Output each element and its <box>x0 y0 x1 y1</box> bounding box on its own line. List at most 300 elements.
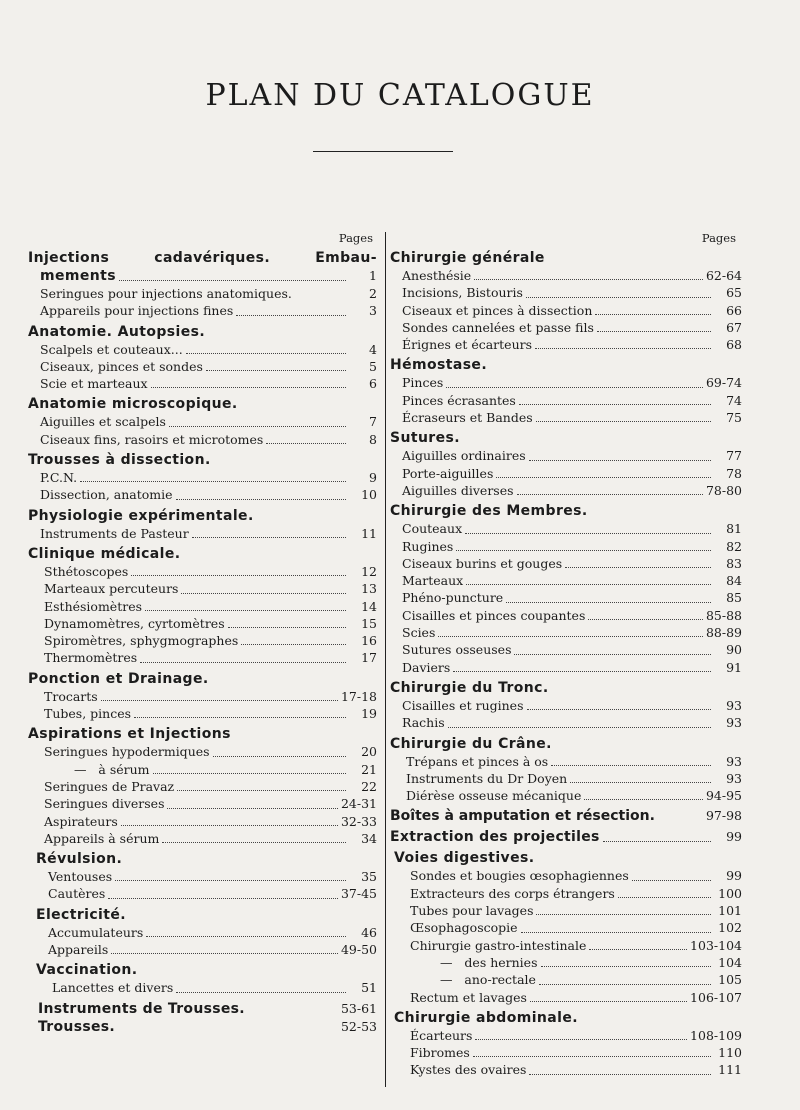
entry-page: 93 <box>726 753 742 769</box>
toc-entry[interactable] <box>28 778 377 795</box>
entry-page: 94-95 <box>705 788 742 804</box>
dot-leader <box>536 914 711 915</box>
dot-leader <box>595 314 711 315</box>
dot-leader <box>527 709 712 710</box>
entry-page: 53-61 <box>340 1000 377 1016</box>
toc-entry[interactable] <box>28 598 377 615</box>
dot-leader <box>213 756 346 757</box>
left-column <box>28 228 377 1036</box>
section-title: Physiologie expérimentale. <box>28 507 254 524</box>
entry-page: 111 <box>718 1062 742 1078</box>
dot-leader <box>145 610 346 611</box>
entry-label: P.C.N. <box>40 470 78 486</box>
entry-label: Esthésiomètres <box>44 598 143 614</box>
entry-label: Trocarts <box>44 688 98 704</box>
toc-entry[interactable] <box>28 743 377 760</box>
toc-entry[interactable] <box>390 697 742 714</box>
dot-leader <box>228 627 346 628</box>
toc-entry[interactable] <box>390 572 742 589</box>
toc-entry[interactable] <box>390 409 742 426</box>
entry-label: Spiromètres, sphygmographes <box>44 633 239 649</box>
entry-page: 32-33 <box>340 813 377 829</box>
toc-entry[interactable] <box>390 954 742 971</box>
entry-label: Thermomètres <box>44 650 138 666</box>
entry-label: Œsophagoscopie <box>410 920 518 936</box>
toc-entry[interactable] <box>390 319 742 336</box>
entry-page: 82 <box>726 538 742 554</box>
toc-entry[interactable] <box>28 885 377 902</box>
dot-leader <box>186 353 346 354</box>
entry-label: Instruments du Dr Doyen <box>406 770 568 786</box>
entry-page: 6 <box>369 376 377 392</box>
toc-entry[interactable] <box>28 358 377 375</box>
entry-label: Kystes des ovaires <box>410 1062 527 1078</box>
section-title: Chirurgie des Membres. <box>390 503 588 520</box>
toc-entry[interactable] <box>390 447 742 464</box>
section-title-word: cadavériques. <box>154 250 271 266</box>
dot-leader <box>496 477 711 478</box>
entry-label: Appareils <box>48 942 109 958</box>
entry-label: Extracteurs des corps étrangers <box>410 885 615 901</box>
entry-label: — des hernies <box>440 954 538 970</box>
entry-page: 88-89 <box>705 625 742 641</box>
dot-leader <box>140 662 346 663</box>
dot-leader <box>236 315 346 316</box>
toc-entry[interactable] <box>390 1044 742 1061</box>
dot-leader <box>465 533 711 534</box>
entry-page: 90 <box>726 642 742 658</box>
dot-leader <box>466 584 711 585</box>
toc-entry[interactable] <box>390 714 742 731</box>
dot-leader <box>603 841 711 842</box>
dot-leader <box>108 898 338 899</box>
dot-leader <box>177 790 346 791</box>
toc-entry[interactable] <box>28 868 377 885</box>
entry-page: 9 <box>369 470 377 486</box>
entry-page: 84 <box>726 573 742 589</box>
entry-page: 93 <box>726 697 742 713</box>
toc-entry[interactable] <box>28 761 377 778</box>
entry-label: Ciseaux fins, rasoirs et microtomes <box>40 431 264 447</box>
dot-leader <box>521 932 711 933</box>
dot-leader <box>456 550 711 551</box>
dot-leader <box>514 654 711 655</box>
toc-entry[interactable] <box>390 753 742 770</box>
dot-leader <box>526 297 711 298</box>
entry-label: Scalpels et couteaux... <box>40 341 183 357</box>
toc-entry[interactable] <box>390 555 742 572</box>
entry-page: 14 <box>361 598 377 614</box>
entry-page: 46 <box>361 924 377 940</box>
entry-label: Porte-aiguilles <box>402 465 494 481</box>
entry-page: 35 <box>361 869 377 885</box>
entry-label: Trousses. <box>38 1018 116 1035</box>
entry-label: Ventouses <box>48 869 113 885</box>
entry-page: 5 <box>369 358 377 374</box>
entry-label: Cisailles et pinces coupantes <box>402 607 586 623</box>
entry-label: Accumulateurs <box>48 924 144 940</box>
entry-page: 85-88 <box>705 607 742 623</box>
entry-label: Daviers <box>402 659 451 675</box>
entry-page: 100 <box>718 885 742 901</box>
toc-entry[interactable] <box>28 525 377 542</box>
entry-label: Diérèse osseuse mécanique <box>406 788 582 804</box>
entry-page: 85 <box>726 590 742 606</box>
entry-page: 102 <box>718 920 742 936</box>
toc-entry[interactable] <box>28 615 377 632</box>
entry-page: 17-18 <box>340 688 377 704</box>
entry-page: 7 <box>369 414 377 430</box>
dot-leader <box>473 1056 711 1057</box>
dot-leader <box>80 481 346 482</box>
entry-page: 93 <box>726 770 742 786</box>
toc-entry[interactable] <box>390 659 742 676</box>
entry-page: 21 <box>361 761 377 777</box>
toc-entry[interactable] <box>390 787 742 804</box>
toc-entry[interactable] <box>390 284 742 301</box>
toc-entry[interactable] <box>28 563 377 580</box>
dot-leader <box>475 1039 687 1040</box>
toc-entry[interactable] <box>390 302 742 319</box>
entry-page: 1 <box>369 268 377 283</box>
toc-entry[interactable] <box>28 341 377 358</box>
entry-page: 65 <box>726 285 742 301</box>
entry-page: 8 <box>369 431 377 447</box>
entry-page: 62-64 <box>705 268 742 283</box>
entry-label: Aiguilles ordinaires <box>402 448 526 464</box>
entry-label: — ano-rectale <box>440 972 536 988</box>
dot-leader <box>131 575 346 576</box>
right-column <box>390 228 742 1079</box>
entry-page: 74 <box>726 392 742 408</box>
dot-leader <box>266 443 346 444</box>
dot-leader <box>474 279 703 280</box>
toc-entry[interactable] <box>390 867 742 884</box>
dot-leader <box>536 421 711 422</box>
entry-page: 67 <box>726 319 742 335</box>
section-title-word: Injections <box>28 250 110 266</box>
dot-leader <box>618 897 711 898</box>
toc-entry[interactable] <box>390 538 742 555</box>
entry-label: Dynamomètres, cyrtomètres <box>44 615 225 631</box>
dot-leader <box>589 949 687 950</box>
entry-label: Chirurgie gastro-intestinale <box>410 937 587 953</box>
entry-page: 51 <box>361 980 377 996</box>
dot-leader <box>588 619 703 620</box>
pages-header-right: Pages <box>701 231 736 245</box>
entry-page: 110 <box>718 1045 742 1061</box>
toc-section-entry[interactable] <box>390 807 742 825</box>
dot-leader <box>176 499 346 500</box>
toc-entry[interactable] <box>390 937 742 954</box>
entry-label: Rugines <box>402 538 454 554</box>
toc-entry[interactable] <box>390 885 742 902</box>
dot-leader <box>517 494 703 495</box>
entry-page: 17 <box>361 650 377 666</box>
toc-entry[interactable] <box>390 624 742 641</box>
toc-entry[interactable] <box>28 469 377 486</box>
entry-label: mements <box>40 268 116 284</box>
entry-label: Couteaux <box>402 521 463 537</box>
section-title <box>28 249 377 267</box>
toc-entry[interactable] <box>390 770 742 787</box>
toc-entry[interactable] <box>28 813 377 830</box>
toc-section-entry[interactable] <box>390 828 742 846</box>
column-divider <box>385 232 386 1087</box>
section-title: Voies digestives. <box>394 850 535 867</box>
entry-label: Ciseaux burins et gouges <box>402 555 563 571</box>
entry-label: Incisions, Bistouris <box>402 285 523 301</box>
dot-leader <box>632 880 711 881</box>
toc-entry[interactable] <box>28 375 377 392</box>
entry-page: 49-50 <box>340 942 377 958</box>
entry-label: Sondes cannelées et passe fils <box>402 319 594 335</box>
toc-entry[interactable] <box>28 486 377 503</box>
entry-page: 19 <box>361 706 377 722</box>
section-title: Révulsion. <box>36 851 123 868</box>
entry-page: 78-80 <box>705 482 742 498</box>
dot-leader <box>448 727 711 728</box>
toc-entry[interactable] <box>28 924 377 941</box>
dot-leader <box>584 799 703 800</box>
toc-entry[interactable] <box>390 589 742 606</box>
toc-entry[interactable] <box>390 482 742 499</box>
entry-page: 99 <box>726 829 742 845</box>
toc-entry[interactable] <box>390 919 742 936</box>
entry-page: 108-109 <box>690 1027 742 1043</box>
entry-page: 104 <box>718 954 742 970</box>
toc-entry[interactable] <box>390 267 742 284</box>
dot-leader <box>167 808 337 809</box>
entry-page: 101 <box>718 903 742 919</box>
entry-label: Pinces <box>402 375 444 391</box>
entry-label: Extraction des projectiles <box>390 829 600 846</box>
section-title: Anatomie. Autopsies. <box>28 323 206 340</box>
entry-label: Appareils pour injections fines <box>40 303 234 319</box>
entry-page: 93 <box>726 715 742 731</box>
toc-entry[interactable] <box>28 431 377 448</box>
entry-label: Dissection, anatomie <box>40 487 173 503</box>
entry-label: Fibromes <box>410 1045 470 1061</box>
entry-page: 68 <box>726 337 742 353</box>
page-title: PLAN DU CATALOGUE <box>205 78 595 114</box>
dot-leader <box>169 426 346 427</box>
dot-leader <box>597 331 711 332</box>
dot-leader <box>519 404 711 405</box>
entry-page: 4 <box>369 341 377 357</box>
dot-leader <box>453 671 711 672</box>
toc-entry[interactable] <box>390 641 742 658</box>
toc-entry[interactable] <box>390 520 742 537</box>
entry-page: 11 <box>361 525 377 541</box>
section-title: Chirurgie abdominale. <box>394 1009 578 1026</box>
dot-leader <box>438 636 703 637</box>
entry-page: 66 <box>726 302 742 318</box>
entry-page: 105 <box>718 972 742 988</box>
toc-entry[interactable] <box>390 1027 742 1044</box>
entry-page: 34 <box>361 830 377 846</box>
entry-label: Seringues pour injections anatomiques. <box>40 286 292 301</box>
entry-page: 24-31 <box>340 796 377 812</box>
dot-leader <box>551 765 711 766</box>
entry-label: Scies <box>402 625 436 641</box>
entry-page: 12 <box>361 563 377 579</box>
dot-leader <box>529 460 711 461</box>
dot-leader <box>506 602 711 603</box>
entry-label: Érignes et écarteurs <box>402 337 533 353</box>
entry-page: 77 <box>726 448 742 464</box>
entry-page: 10 <box>361 487 377 503</box>
entry-page: 37-45 <box>340 886 377 902</box>
entry-label: Aiguilles et scalpels <box>40 414 166 430</box>
entry-label: Tubes, pinces <box>44 706 132 722</box>
entry-label: Cautères <box>48 886 106 902</box>
entry-page: 15 <box>361 615 377 631</box>
entry-label: Rectum et lavages <box>410 989 527 1005</box>
dot-leader <box>530 1001 687 1002</box>
section-title: Electricité. <box>36 906 126 923</box>
section-title: Chirurgie du Tronc. <box>390 679 549 696</box>
section-title: Sutures. <box>390 430 460 447</box>
pages-header-left: Pages <box>338 231 373 245</box>
dot-leader <box>101 700 338 701</box>
toc-entry[interactable] <box>28 705 377 722</box>
entry-page: 91 <box>726 659 742 675</box>
entry-label: Trépans et pinces à os <box>406 753 549 769</box>
entry-label: Seringues de Pravaz <box>44 778 175 794</box>
entry-page: 52-53 <box>340 1018 377 1034</box>
entry-label: — à sérum <box>74 761 150 777</box>
dot-leader <box>162 842 346 843</box>
entry-label: Appareils à sérum <box>44 830 160 846</box>
dot-leader <box>241 644 346 645</box>
entry-page: 78 <box>726 465 742 481</box>
dot-leader <box>446 387 703 388</box>
entry-label: Rachis <box>402 715 445 731</box>
entry-label: Ciseaux et pinces à dissection <box>402 302 593 318</box>
toc-entry[interactable] <box>390 971 742 988</box>
dot-leader <box>146 936 346 937</box>
dot-leader <box>115 880 346 881</box>
entry-label: Aspirateurs <box>44 813 118 829</box>
dot-leader <box>119 280 346 281</box>
entry-label: Instruments de Pasteur <box>40 525 189 541</box>
entry-label: Cisailles et rugines <box>402 697 524 713</box>
toc-entry[interactable] <box>28 830 377 847</box>
dot-leader <box>206 370 346 371</box>
entry-page: 20 <box>361 744 377 760</box>
entry-label: Sthétoscopes <box>44 563 129 579</box>
entry-page: 106-107 <box>690 989 742 1005</box>
toc-entry[interactable] <box>28 285 377 302</box>
entry-page: 16 <box>361 633 377 649</box>
section-title: Chirurgie générale <box>390 250 545 266</box>
entry-page: 97-98 <box>705 808 742 824</box>
dot-leader <box>181 593 346 594</box>
toc-entry[interactable] <box>28 979 377 996</box>
section-title: Hémostase. <box>390 357 488 374</box>
dot-leader <box>570 782 711 783</box>
toc-entry[interactable] <box>28 632 377 649</box>
toc-entry[interactable] <box>390 336 742 353</box>
dot-leader <box>153 773 346 774</box>
entry-label: Phéno-puncture <box>402 590 504 606</box>
section-title: Ponction et Drainage. <box>28 670 209 687</box>
entry-label: Marteaux percuteurs <box>44 581 179 597</box>
toc-entry[interactable] <box>390 1061 742 1078</box>
toc-entry[interactable] <box>28 649 377 666</box>
toc-entry[interactable] <box>28 795 377 812</box>
section-title: Vaccination. <box>36 962 138 979</box>
entry-label: Tubes pour lavages <box>410 903 534 919</box>
entry-page: 2 <box>369 286 377 301</box>
entry-label: Écraseurs et Bandes <box>402 410 533 426</box>
entry-label: Instruments de Trousses. <box>38 1000 245 1017</box>
toc-entry[interactable] <box>28 688 377 705</box>
entry-page: 81 <box>726 521 742 537</box>
toc-entry[interactable] <box>390 374 742 391</box>
toc-entry[interactable] <box>390 902 742 919</box>
title-rule <box>313 151 453 152</box>
dot-leader <box>134 717 346 718</box>
toc-section-entry[interactable] <box>28 1000 377 1018</box>
entry-page: 103-104 <box>690 937 742 953</box>
entry-label: Seringues hypodermiques <box>44 744 210 760</box>
dot-leader <box>151 387 346 388</box>
entry-label: Boîtes à amputation et résection. <box>390 808 655 825</box>
dot-leader <box>111 953 338 954</box>
entry-label: Marteaux <box>402 573 464 589</box>
entry-page: 69-74 <box>705 375 742 391</box>
toc-entry[interactable] <box>28 302 377 319</box>
dot-leader <box>541 966 712 967</box>
toc-entry[interactable] <box>28 413 377 430</box>
entry-label: Sondes et bougies œsophagiennes <box>410 868 629 884</box>
entry-label: Seringues diverses <box>44 796 165 812</box>
entry-label: Sutures osseuses <box>402 642 512 658</box>
dot-leader <box>529 1074 711 1075</box>
section-title: Chirurgie du Crâne. <box>390 735 552 752</box>
dot-leader <box>176 992 346 993</box>
section-title: Trousses à dissection. <box>28 452 211 469</box>
entry-label: Aiguilles diverses <box>402 482 514 498</box>
dot-leader <box>539 984 711 985</box>
toc-entry[interactable] <box>28 580 377 597</box>
entry-label: Pinces écrasantes <box>402 392 516 408</box>
toc-section-entry[interactable] <box>28 1018 377 1036</box>
section-title: Aspirations et Injections <box>28 726 231 743</box>
toc-entry[interactable] <box>390 392 742 409</box>
entry-label: Scie et marteaux <box>40 376 148 392</box>
entry-page: 83 <box>726 555 742 571</box>
toc-entry[interactable] <box>390 989 742 1006</box>
section-title: Anatomie microscopique. <box>28 396 238 413</box>
dot-leader <box>121 825 338 826</box>
entry-page: 13 <box>361 581 377 597</box>
toc-entry[interactable] <box>390 465 742 482</box>
entry-label: Écarteurs <box>410 1027 473 1043</box>
section-title-word: Embau- <box>315 250 377 266</box>
toc-entry[interactable] <box>390 607 742 624</box>
entry-page: 75 <box>726 410 742 426</box>
entry-label: Lancettes et divers <box>52 980 174 996</box>
entry-label: Ciseaux, pinces et sondes <box>40 358 203 374</box>
section-title: Clinique médicale. <box>28 545 181 562</box>
toc-entry[interactable] <box>28 941 377 958</box>
toc-entry[interactable] <box>28 267 377 285</box>
dot-leader <box>192 537 346 538</box>
dot-leader <box>535 348 711 349</box>
